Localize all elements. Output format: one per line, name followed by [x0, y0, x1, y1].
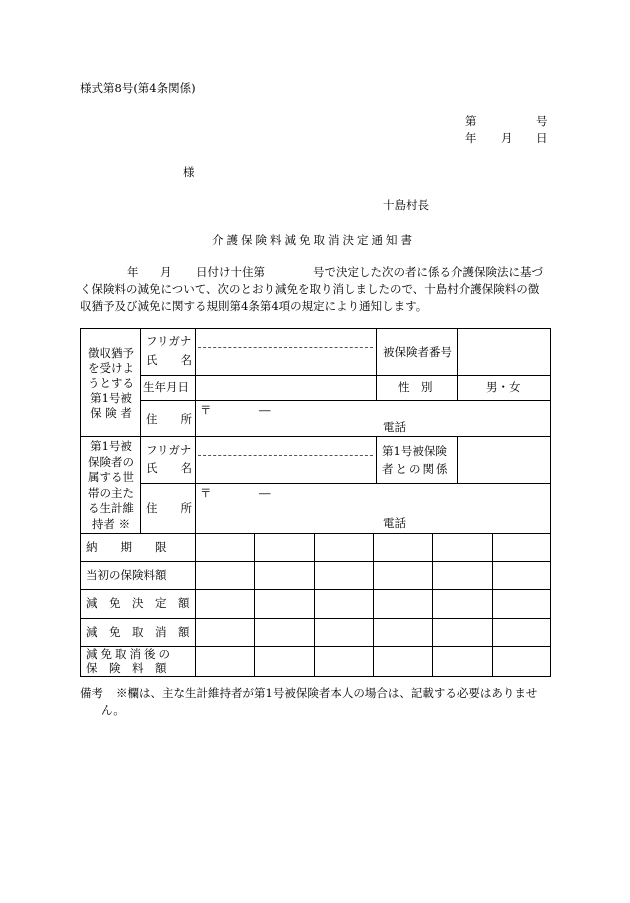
form-table — [80, 328, 551, 677]
postal-mark-2: 〒 — [200, 486, 212, 500]
number-go: 号 — [536, 114, 548, 128]
postal-mark-1: 〒 — [200, 403, 212, 417]
name-label-2: 氏 名 — [146, 461, 192, 475]
section2-label: 第1号被 保険者の 属する世 帯の主た る生計維 持者 ※ — [88, 439, 134, 531]
remarks-label: 備考 — [80, 686, 103, 700]
remarks-line2: ん。 — [101, 703, 125, 717]
phone-label-2: 電話 — [383, 516, 406, 530]
row-label-after-cancel: 減免取消後の 保 険 料 額 — [86, 647, 173, 675]
date-month: 月 — [501, 131, 513, 145]
name-label-1: 氏 名 — [146, 353, 192, 367]
postal-dash-1: ― — [259, 403, 271, 417]
issuer: 十島村長 — [383, 198, 429, 212]
row-label-initial-premium: 当初の保険料額 — [86, 568, 167, 582]
body-dated: 日付け十住第 — [196, 265, 265, 279]
postal-dash-2: ― — [259, 486, 271, 500]
phone-label-1: 電話 — [383, 420, 406, 434]
body-line2: く保険料の減免について、次のとおり減免を取り消しましたので、十島村介護保険料の徴 — [80, 282, 540, 296]
address-label-1: 住 所 — [146, 412, 192, 426]
form-number: 様式第8号(第4条関係) — [80, 81, 196, 95]
body-month: 月 — [160, 265, 172, 279]
furigana-label-1: フリガナ — [146, 334, 192, 348]
gender-value: 男・女 — [486, 380, 521, 394]
row-label-reduction-cancel: 減 免 取 消 額 — [86, 625, 190, 639]
row-label-due-date: 納 期 限 — [86, 540, 167, 554]
body-year: 年 — [127, 265, 139, 279]
number-dai: 第 — [465, 114, 477, 128]
gender-label: 性 別 — [398, 380, 433, 394]
addressee-suffix: 様 — [183, 165, 195, 179]
row-label-reduction-decision: 減 免 決 定 額 — [86, 596, 190, 610]
body-line1-rest: 号で決定した次の者に係る介護保険法に基づ — [313, 265, 543, 279]
section1-label: 徴収猶予 を受けよ うとする 第1号被 保 険 者 — [88, 346, 134, 420]
date-day: 日 — [536, 131, 548, 145]
insured-number-label: 被保険者番号 — [383, 345, 452, 359]
relation-label: 第1号被保険 者との関係 — [382, 444, 450, 476]
document-title: 介護保険料減免取消決定通知書 — [212, 233, 415, 247]
birthdate-label: 生年月日 — [143, 380, 189, 394]
furigana-divider-1 — [198, 347, 373, 348]
furigana-label-2: フリガナ — [146, 443, 192, 457]
remarks-line1: ※欄は、主な生計維持者が第1号被保険者本人の場合は、記載する必要はありませ — [116, 686, 538, 700]
date-year: 年 — [465, 131, 477, 145]
body-line3: 収猶予及び減免に関する規則第4条第4項の規定により通知します。 — [80, 299, 428, 313]
address-label-2: 住 所 — [146, 501, 192, 515]
furigana-divider-2 — [198, 455, 373, 456]
